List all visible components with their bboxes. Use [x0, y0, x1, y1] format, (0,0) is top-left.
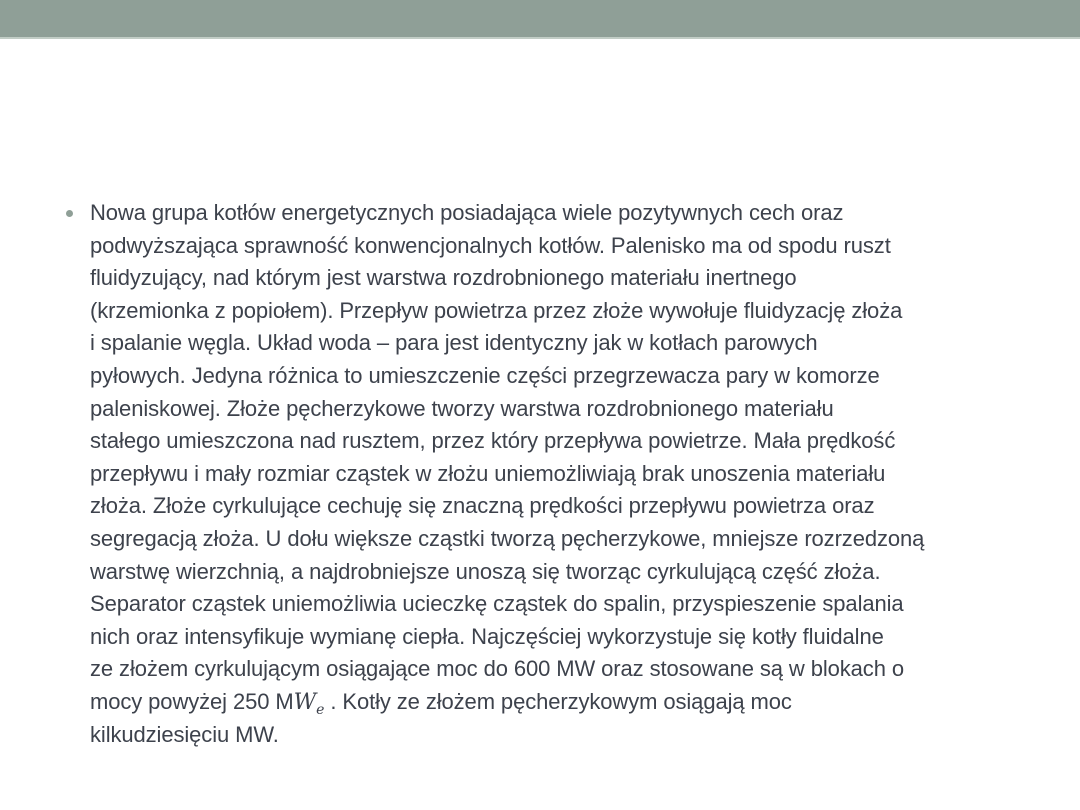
text-line: ze złożem cyrkulującym osiągające moc do 600 MW oraz stosowane są w blokach o [90, 656, 904, 682]
text-line: segregacją złoża. U dołu większe cząstki tworzą pęcherzykowe, mniejsze rozrzedzoną [90, 525, 925, 551]
text-line: pyłowych. Jedyna różnica to umieszczenie części przegrzewacza pary w komorze [90, 362, 880, 388]
mw-formula-base: W [293, 689, 317, 715]
text-line: i spalanie węgla. Układ woda – para jest identyczny jak w kotłach parowych [90, 330, 818, 356]
text-line: paleniskowej. Złoże pęcherzykowe tworzy warstwa rozdrobnionego materiału [90, 395, 834, 421]
formula-line [90, 686, 1050, 719]
mw-formula-subscript: e [316, 701, 325, 718]
text-line: złoża. Złoże cyrkulujące cechuję się znaczną prędkości przepływu powietrza oraz [90, 493, 875, 519]
bullet-paragraph [90, 197, 1050, 751]
text-line: podwyższająca sprawność konwencjonalnych kotłów. Palenisko ma od spodu ruszt [90, 232, 891, 258]
text-line: Nowa grupa kotłów energetycznych posiadająca wiele pozytywnych cech oraz [90, 200, 844, 225]
slide-header-bar [0, 0, 1080, 39]
text-line: kilkudziesięciu MW. [90, 721, 279, 747]
text-line: Separator cząstek uniemożliwia ucieczkę cząstek do spalin, przyspieszenie spalania [90, 591, 904, 617]
text-line: przepływu i mały rozmiar cząstek w złożu uniemożliwiają brak unoszenia materiału [90, 460, 886, 486]
text-line: warstwę wierzchnią, a najdrobniejsze unoszą się tworząc cyrkulującą część złoża. [90, 558, 881, 584]
formula-pre-text: mocy powyżej 250 M [90, 688, 294, 714]
text-line: nich oraz intensyfikuje wymianę ciepła. Najczęściej wykorzystuje się kotły fluidalne [90, 623, 884, 649]
bullet-dot-icon [66, 210, 73, 217]
text-line: fluidyzujący, nad którym jest warstwa rozdrobnionego materiału inertnego [90, 265, 797, 291]
formula-post-text: . Kotły ze złożem pęcherzykowym osiągają moc [324, 688, 792, 714]
text-line: (krzemionka z popiołem). Przepływ powietrza przez złoże wywołuje fluidyzację złoża [90, 297, 903, 323]
text-line: stałego umieszczona nad rusztem, przez który przepływa powietrze. Mała prędkość [90, 428, 896, 454]
